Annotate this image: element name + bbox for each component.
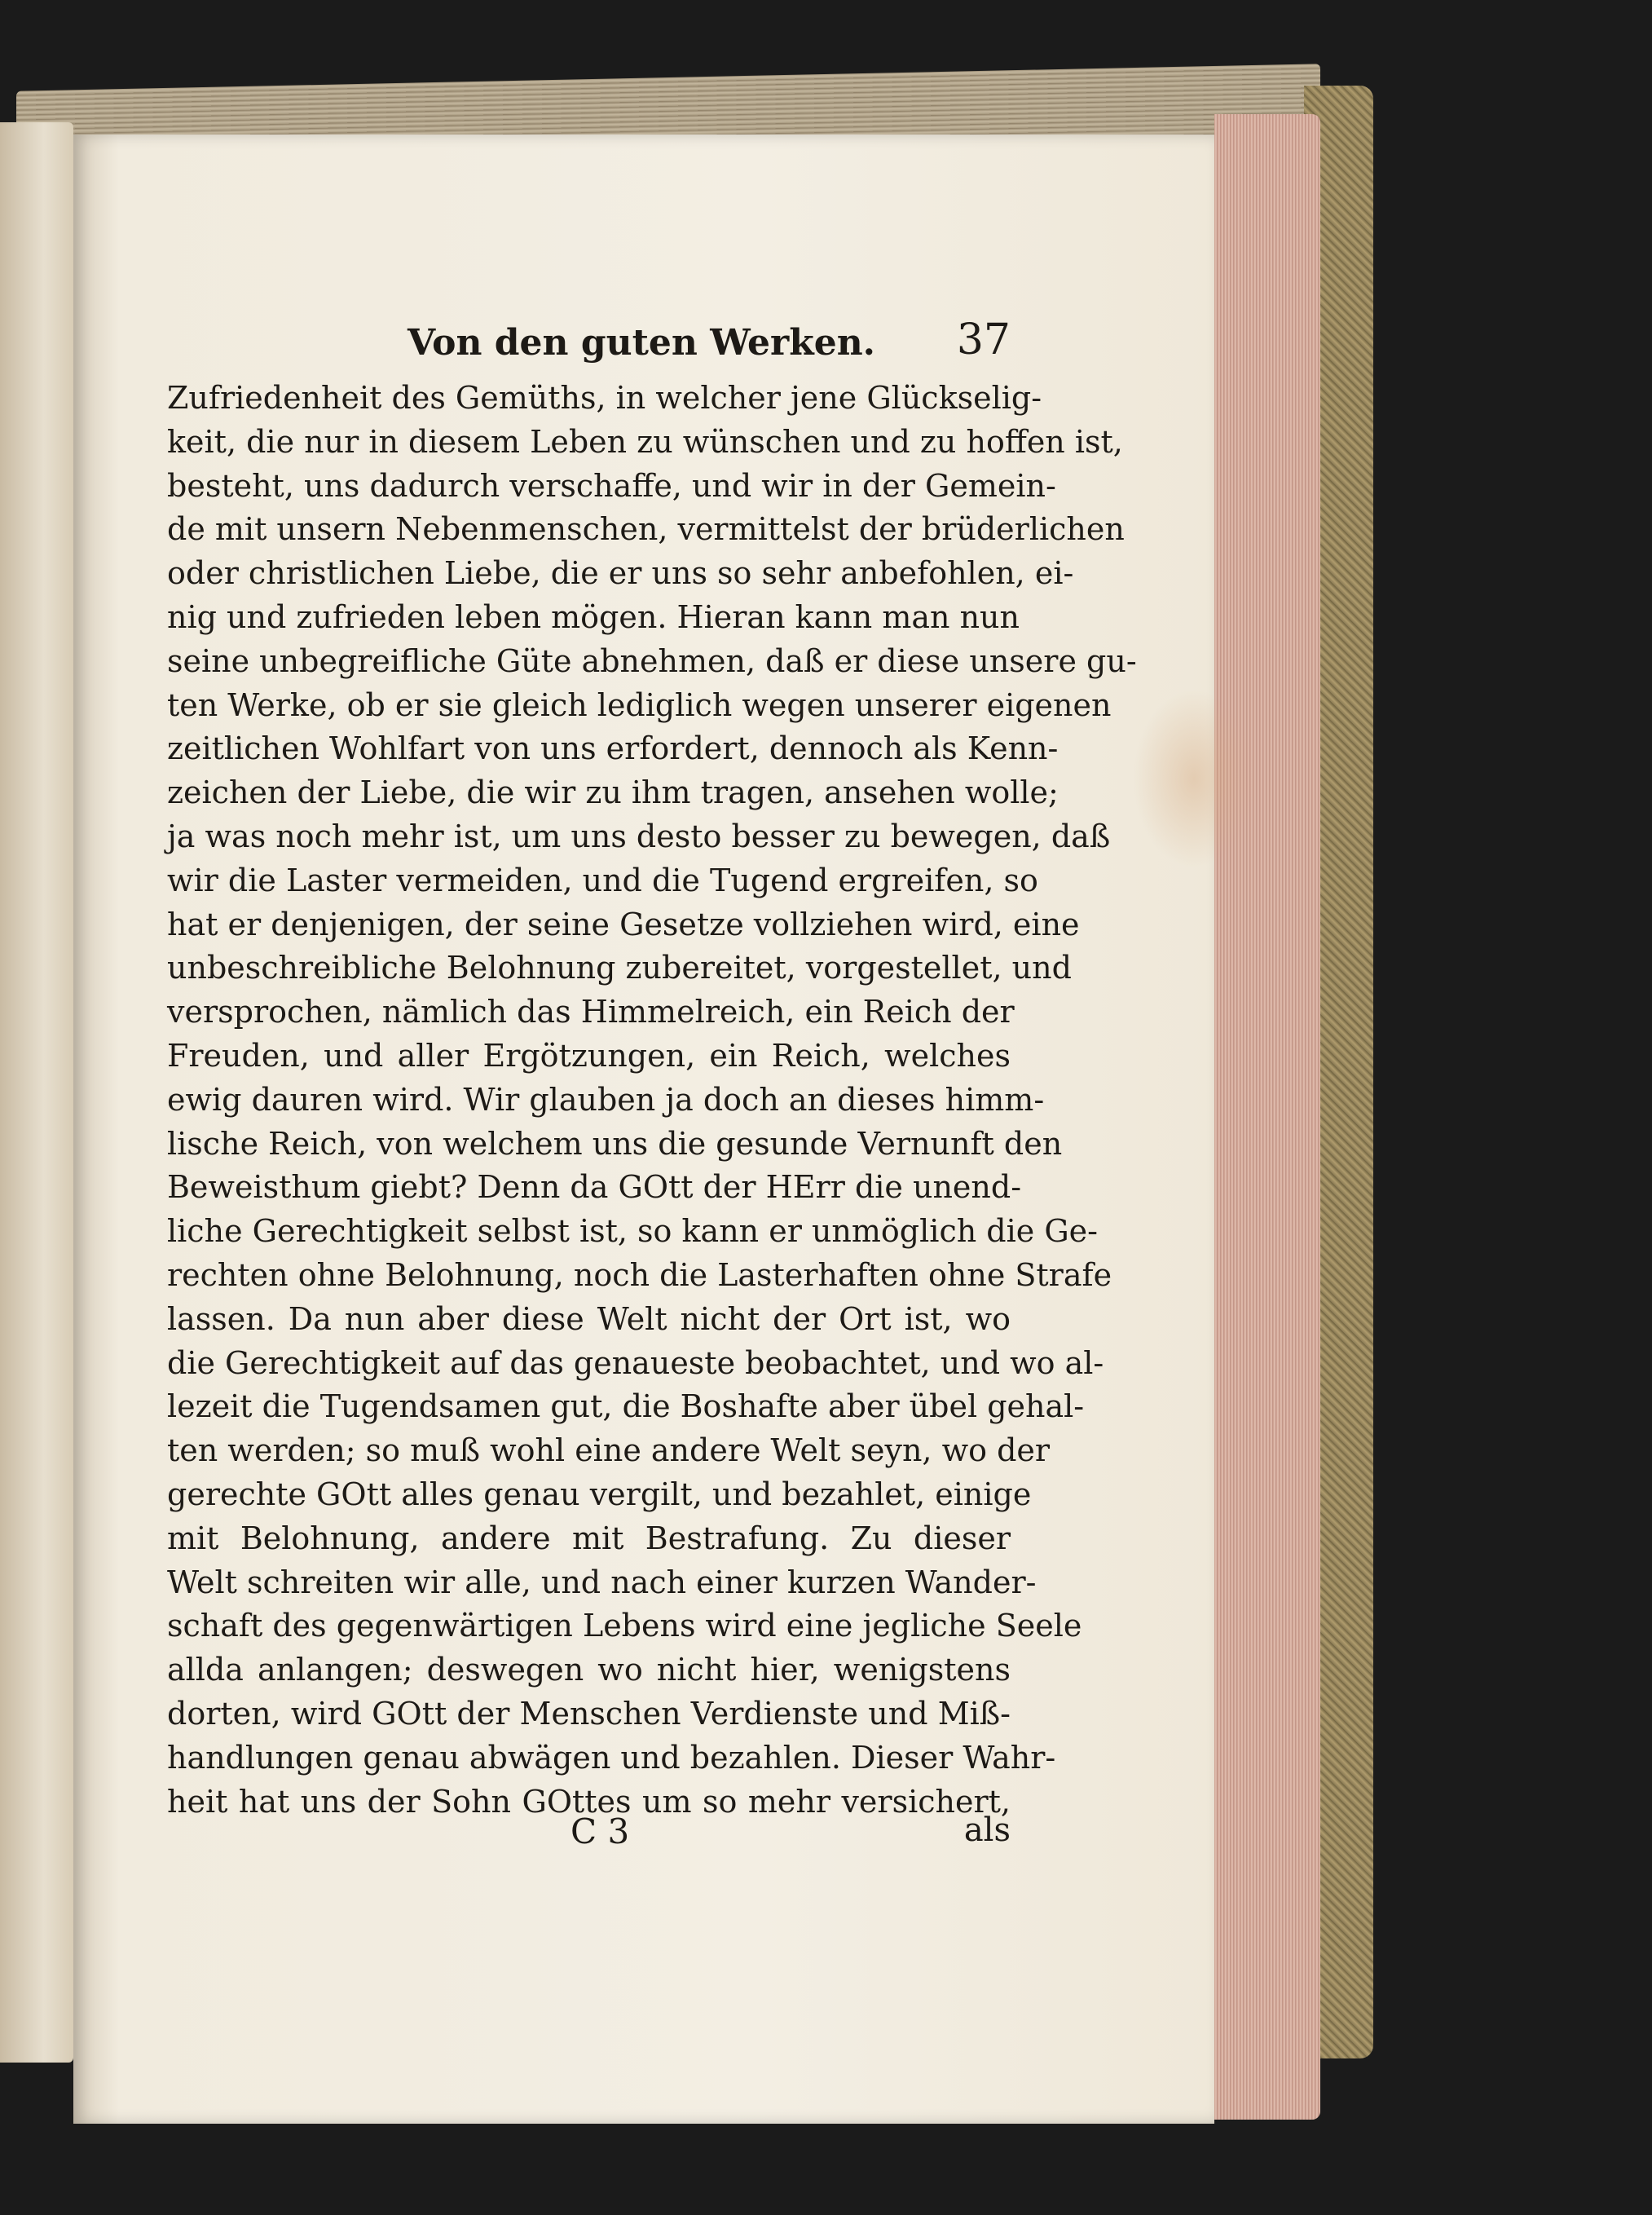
body-text <box>167 377 1137 1824</box>
signature-mark: C 3 <box>570 1811 630 1851</box>
page-header <box>163 315 1011 371</box>
text-line: hat er denjenigen, der seine Gesetze vollziehen wird, eine <box>167 906 1080 942</box>
text-line: nig und zufrieden leben mögen. Hieran kann man nun <box>167 598 1020 635</box>
text-line: Welt schreiten wir alle, und nach einer kurzen Wander- <box>167 1564 1037 1600</box>
text-line: ten werden; so muß wohl eine andere Welt seyn, wo der <box>167 1432 1051 1469</box>
text-line: seine unbegreifliche Güte abnehmen, daß er diese unsere gu- <box>167 642 1137 679</box>
text-line: die Gerechtigkeit auf das genaueste beobachtet, und wo al- <box>167 1344 1104 1381</box>
text-line: wir die Laster vermeiden, und die Tugend ergreifen, so <box>167 862 1038 898</box>
catchword: als <box>963 1811 1011 1849</box>
text-line: keit, die nur in diesem Leben zu wünschen und zu hoffen ist, <box>167 423 1123 460</box>
text-line: schaft des gegenwärtigen Lebens wird eine jegliche Seele <box>167 1608 1082 1644</box>
text-line: versprochen, nämlich das Himmelreich, ein Reich der <box>167 994 1015 1030</box>
text-line: ewig dauren wird. Wir glauben ja doch an dieses himm- <box>167 1081 1045 1118</box>
text-line: zeichen der Liebe, die wir zu ihm tragen, ansehen wolle; <box>167 774 1059 811</box>
text-line: ten Werke, ob er sie gleich lediglich wegen unserer eigenen <box>167 686 1112 723</box>
page-footer <box>163 1811 1011 1860</box>
text-line: mit Belohnung, andere mit Bestrafung. Zu dieser <box>167 1520 1011 1556</box>
text-line: besteht, uns dadurch verschaffe, und wir in der Gemein- <box>167 467 1056 504</box>
text-line: heit hat uns der Sohn GOttes um so mehr versichert, <box>167 1783 1011 1820</box>
left-page-edge <box>0 122 73 2063</box>
text-line: gerechte GOtt alles genau vergilt, und bezahlet, einige <box>167 1476 1032 1512</box>
text-line: Freuden, und aller Ergötzungen, ein Reich, welches <box>167 1037 1011 1074</box>
text-line: unbeschreibliche Belohnung zubereitet, vorgestellet, und <box>167 950 1072 986</box>
text-line: handlungen genau abwägen und bezahlen. Dieser Wahr- <box>167 1739 1056 1776</box>
page-number: 37 <box>956 315 1011 364</box>
foxing-stain <box>1133 689 1255 868</box>
text-line: liche Gerechtigkeit selbst ist, so kann er unmöglich die Ge- <box>167 1213 1099 1250</box>
text-line: allda anlangen; deswegen wo nicht hier, wenigstens <box>167 1652 1011 1688</box>
page-fore-edge <box>1214 114 1320 2120</box>
text-line: Beweisthum giebt? Denn da GOtt der HErr die unend- <box>167 1169 1022 1206</box>
text-line: de mit unsern Nebenmenschen, vermittelst der brüderlichen <box>167 511 1125 548</box>
text-line: ja was noch mehr ist, um uns desto besser zu bewegen, daß <box>167 818 1111 854</box>
text-line: lische Reich, von welchem uns die gesunde Vernunft den <box>167 1125 1063 1162</box>
text-line: Zufriedenheit des Gemüths, in welcher jene Glückselig- <box>167 380 1042 416</box>
text-line: rechten ohne Belohnung, noch die Lasterhaften ohne Strafe <box>167 1256 1112 1293</box>
text-line: zeitlichen Wohlfart von uns erfordert, dennoch als Kenn- <box>167 730 1059 767</box>
text-line: lezeit die Tugendsamen gut, die Boshafte aber übel gehal- <box>167 1388 1085 1425</box>
text-line: lassen. Da nun aber diese Welt nicht der Ort ist, wo <box>167 1300 1011 1337</box>
running-head: Von den guten Werken. <box>407 322 875 364</box>
text-line: oder christlichen Liebe, die er uns so sehr anbefohlen, ei- <box>167 555 1074 592</box>
text-line: dorten, wird GOtt der Menschen Verdienste und Miß- <box>167 1695 1011 1732</box>
